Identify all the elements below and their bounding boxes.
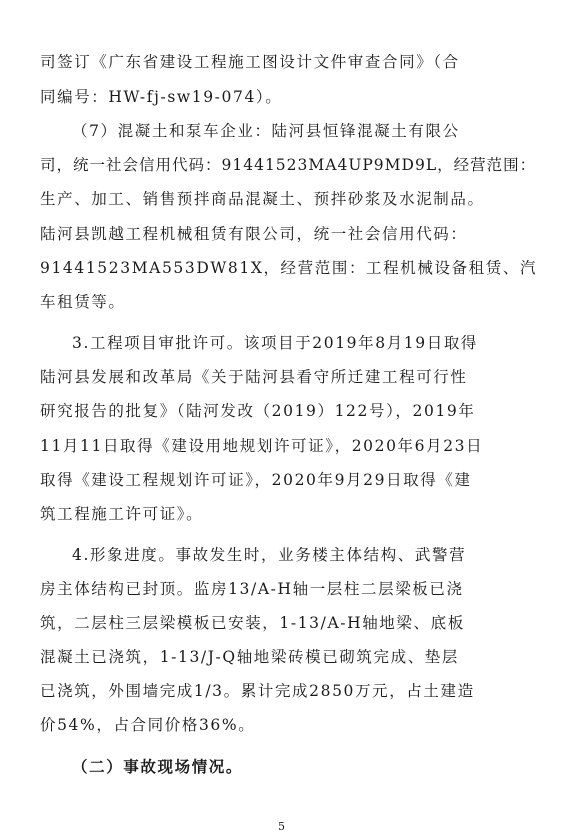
text-line: 司，统一社会信用代码：91441523MA4UP9MD9L，经营范围： xyxy=(40,156,537,174)
text-line: 陆河县发展和改革局《关于陆河县看守所迁建工程可行性 xyxy=(40,368,468,386)
text-line: 同编号：HW-fj-sw19-074）。 xyxy=(40,88,283,106)
text-line: 研究报告的批复》（陆河发改（2019）122号），2019年 xyxy=(40,402,476,420)
text-line: 筑，二层柱三层梁模板已安装，1-13/A-H轴地梁、底板 xyxy=(40,614,465,632)
text-line: 生产、加工、销售预拌商品混凝土、预拌砂浆及水泥制品。 xyxy=(40,190,485,208)
text-line: 陆河县凯越工程机械租赁有限公司，统一社会信用代码： xyxy=(40,225,468,243)
text-line: 91441523MA553DW81X，经营范围：工程机械设备租赁、汽 xyxy=(40,259,538,277)
text-line: （7）混凝土和泵车企业：陆河县恒锋混凝土有限公 xyxy=(72,122,460,140)
page-number: 5 xyxy=(278,820,285,833)
text-line: 11月11日取得《建设用地规划许可证》，2020年6月23日 xyxy=(40,437,484,455)
text-line: 3.工程项目审批许可。该项目于2019年8月19日取得 xyxy=(72,334,479,352)
text-line: 价54%，占合同价格36%。 xyxy=(40,716,256,734)
text-line: 混凝土已浇筑，1-13/J-Q轴地梁砖模已砌筑完成、垫层 xyxy=(40,648,460,666)
text-line: 车租赁等。 xyxy=(40,293,126,311)
text-line: 取得《建设工程规划许可证》，2020年9月29日取得《建 xyxy=(40,471,472,489)
text-line: 4.形象进度。事故发生时，业务楼主体结构、武警营 xyxy=(72,546,467,564)
text-line: 司签订《广东省建设工程施工图设计文件审查合同》（合 xyxy=(40,53,460,71)
text-line: 筑工程施工许可证》。 xyxy=(40,505,204,523)
section-heading: （二）事故现场情况。 xyxy=(72,757,244,776)
text-line: 已浇筑，外围墙完成1/3。累计完成2850万元，占土建造 xyxy=(40,682,475,700)
text-line: 房主体结构已封顶。监房13/A-H轴一层柱二层梁板已浇 xyxy=(40,580,464,598)
